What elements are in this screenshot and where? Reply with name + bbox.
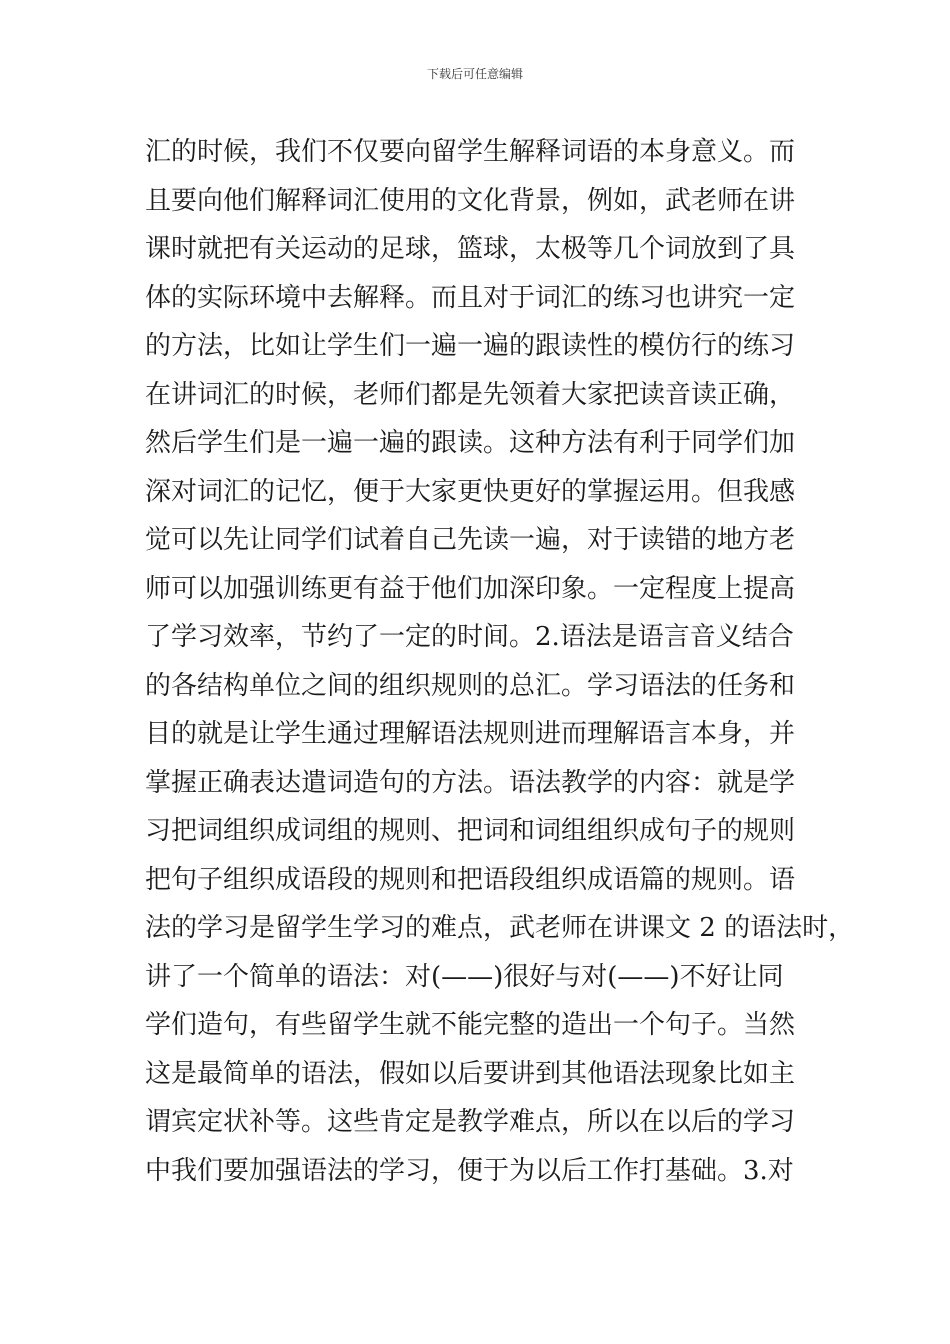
text-line: 了学习效率，节约了一定的时间。2.语法是语言音义结合 <box>145 622 794 652</box>
text-line: 法的学习是留学生学习的难点，武老师在讲课文 2 的语法时， <box>145 913 855 943</box>
text-line: 这是最简单的语法，假如以后要讲到其他语法现象比如主 <box>145 1058 796 1089</box>
text-line: 然后学生们是一遍一遍的跟读。这种方法有利于同学们加 <box>145 428 796 458</box>
text-line: 且要向他们解释词汇使用的文化背景，例如，武老师在讲 <box>145 185 796 216</box>
text-line: 的各结构单位之间的组织规则的总汇。学习语法的任务和 <box>145 670 796 701</box>
text-line: 深对词汇的记忆，便于大家更快更好的掌握运用。但我感 <box>145 476 796 507</box>
text-line: 的方法，比如让学生们一遍一遍的跟读性的模仿行的练习 <box>145 331 796 361</box>
text-line: 把句子组织成语段的规则和把语段组织成语篇的规则。语 <box>145 864 796 895</box>
text-line: 目的就是让学生通过理解语法规则进而理解语言本身，并 <box>145 719 796 749</box>
text-line: 讲了一个简单的语法：对(——)很好与对(——)不好让同 <box>145 961 784 992</box>
text-line: 习把词组织成词组的规则、把词和词组组织成句子的规则 <box>145 816 796 846</box>
text-line: 师可以加强训练更有益于他们加深印象。一定程度上提高 <box>145 573 796 604</box>
text-line: 汇的时候，我们不仅要向留学生解释词语的本身意义。而 <box>145 137 796 167</box>
text-line: 体的实际环境中去解释。而且对于词汇的练习也讲究一定 <box>145 282 796 313</box>
text-line: 中我们要加强语法的学习，便于为以后工作打基础。3.对 <box>145 1155 794 1186</box>
text-line: 在讲词汇的时候，老师们都是先领着大家把读音读正确， <box>145 379 796 410</box>
text-line: 学们造句，有些留学生就不能完整的造出一个句子。当然 <box>145 1010 796 1040</box>
text-line: 课时就把有关运动的足球，篮球，太极等几个词放到了具 <box>145 234 796 264</box>
text-line: 掌握正确表达遣词造句的方法。语法教学的内容：就是学 <box>145 767 796 798</box>
document-body <box>145 128 855 1195</box>
text-line: 谓宾定状补等。这些肯定是教学难点，所以在以后的学习 <box>145 1107 796 1137</box>
page-header: 下载后可任意编辑 <box>426 67 523 81</box>
text-line: 觉可以先让同学们试着自己先读一遍，对于读错的地方老 <box>145 525 796 555</box>
